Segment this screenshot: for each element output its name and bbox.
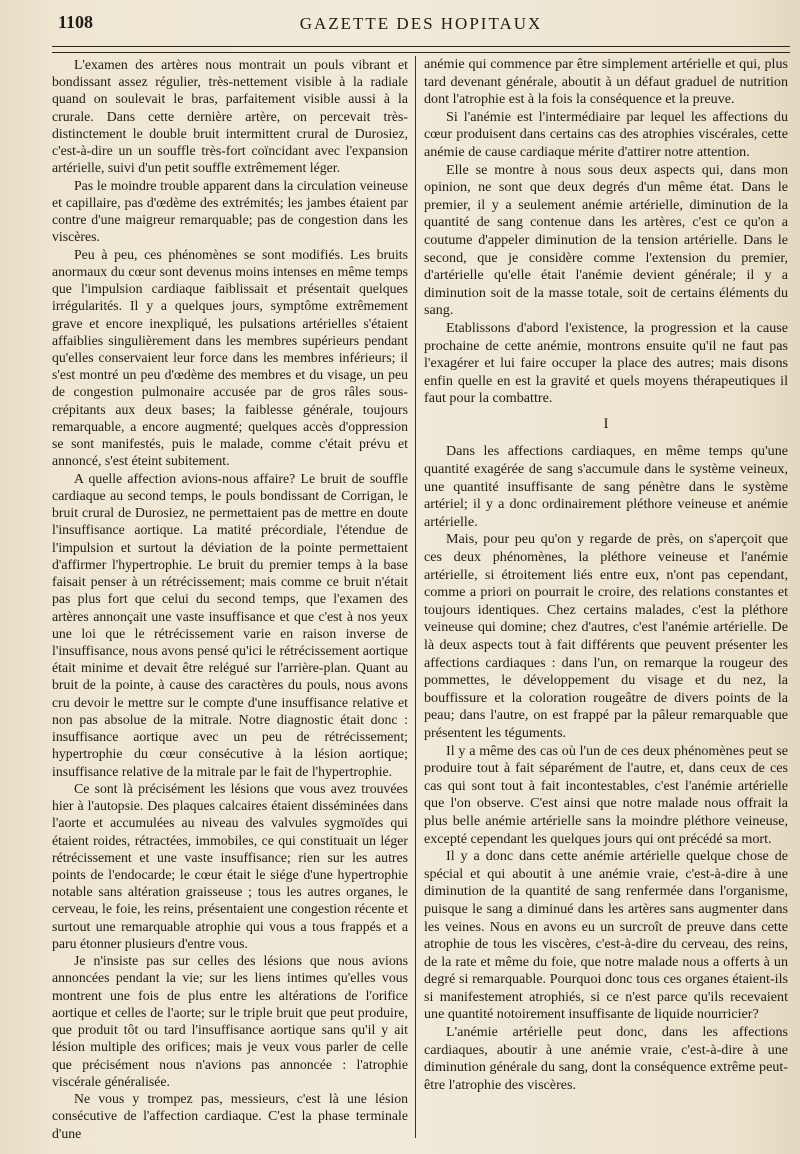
running-title: GAZETTE DES HOPITAUX [299,14,543,33]
paragraph: L'examen des artères nous montrait un pouls vibrant et bondissant assez régulier, très-nettement visible à la radiale quand on soulevait le bras, parfaitement visible aussi à la crurale. Dans cette dernière artère, on percevait très-distinctement le double bruit intermittent crural de Durosiez, c'est-à-dire un un souffle très-fort coïncidant avec l'expansion artérielle, suivi d'un petit souffle extrêmement léger. [52,57,408,176]
paragraph: Elle se montre à nous sous deux aspects qui, dans mon opinion, ne sont que deux degrés d'un même état. Dans le premier, il y a seulement anémie artérielle, diminution de la quantité de sang contenue dans les artères, c'est ce qu'on a coutume d'appeler diminution de la tension artérielle. Dans le second, que je considère comme l'extension du premier, d'artérielle qu'elle était l'anémie devient générale; il y a diminution soit de la masse totale, soit de certains éléments du sang. [424,161,788,319]
column-divider [415,56,416,1138]
paragraph: Pas le moindre trouble apparent dans la circulation veineuse et capillaire, pas d'œdème des extrémités; les jambes étaient par contre d'une maigreur remarquable; pas de congestion dans les viscères. [52,177,408,245]
paragraph: L'anémie artérielle peut donc, dans les affections cardiaques, aboutir à une anémie vraie, c'est-à-dire à une diminution générale du sang, dont la conséquence extrême peut-être l'atrophie des viscères. [424,1024,788,1093]
paragraph: Je n'insiste pas sur celles des lésions que nous avions annoncées pendant la vie; sur les liens intimes qu'elles vous montrent une fois de plus entre les altérations de l'orifice aortique et celles de l'aorte; sur le triple bruit que peut produire, que produit tôt ou tard l'insuffisance aortique sans qu'il y ait lésion multiple des orifices; mais je veux vous parler de celle que précisément nous n'avions pas annoncée : l'atrophie viscérale généralisée. [52,953,408,1089]
paragraph: Si l'anémie est l'intermédiaire par lequel les affections du cœur produisent dans certains cas des atrophies viscérales, cette anémie de cause cardiaque mérite d'attirer notre attention. [424,108,788,160]
header-rule-bottom [52,52,790,53]
paragraph: Il y a donc dans cette anémie artérielle quelque chose de spécial et qui aboutit à une anémie vraie, c'est-à-dire à une diminution de la quantité de sang renfermée dans l'organisme, puisque le sang a diminué dans les artères sans augmenter dans les veines. Nous en avons eu un surcroît de preuve dans cette atrophie de tous les viscères, c'est-à-dire du cerveau, des reins, de la rate et même du foie, que notre malade nous a offerts à un degré si remarquable. Pourquoi donc tous ces organes étaient-ils si manifestement atrophiés, si ce n'est parce qu'ils recevaient une quantité notoirement insuffisante de liquide nourricier? [424,848,788,1023]
header-rule-top [52,46,790,47]
paragraph: Il y a même des cas où l'un de ces deux phénomènes peut se produire tout à fait séparément de l'autre, et, dans ceux de ces cas qui sont tout à fait incontestables, c'est l'anémie artérielle que l'on observe. C'est ainsi que notre malade nous offrait la plus belle anémie artérielle sans la moindre pléthore veineuse, excepté cependant les quelques jours qui ont précédé sa mort. [424,742,788,847]
paragraph: Ne vous y trompez pas, messieurs, c'est là une lésion consécutive de l'affection cardiaque. C'est la phase terminale d'une [52,1091,408,1141]
page-number: 1108 [58,12,94,32]
section-number: I [603,415,609,432]
paragraph: Mais, pour peu qu'on y regarde de près, on s'aperçoit que ces deux phénomènes, la pléthore veineuse et l'anémie artérielle, si étroitement liés entre eux, n'ont pas cependant, comme a priori on pourrait le croire, des relations constantes et toujours identiques. Chez certains malades, c'est la pléthore veineuse qui domine; chez d'autres, c'est l'anémie artérielle. De là deux aspects tout à fait différents que peuvent présenter les affections cardiaques : dans l'un, on remarque la rougeur des pommettes, le développement du visage et du nez, la bouffissure et la coloration rougeâtre de divers points de la peau; dans l'autre, on est frappé par la pâleur remarquable que présentent les téguments. [424,531,788,741]
paragraph: Etablissons d'abord l'existence, la progression et la cause prochaine de cette anémie, montrons ensuite qu'il ne faut pas l'exagérer et lui faire occuper la place des autres; mais disons enfin quelle en est la gravité et quels moyens thérapeutiques il faut pour la combattre. [424,319,788,407]
paragraph: Peu à peu, ces phénomènes se sont modifiés. Les bruits anormaux du cœur sont devenus moins intenses en même temps que l'impulsion cardiaque faiblissait et présentait quelques irrégularités. Il y a quelques jours, symptôme extrêmement grave et encore inexpliqué, les pulsations artérielles s'étaient affaiblies singulièrement dans les membres supérieurs pendant qu'elles conservaient leur force dans les membres inférieurs; il s'est montré un peu d'œdème des membres et du visage, un peu de congestion pulmonaire accusée par de gros râles sous-crépitants aux deux bases; la faiblesse générale, toujours remarquable, a encore augmenté; quelques accès d'oppression se sont manifestés, puis le malade, comme c'était prévu et annoncé, s'est éteint subitement. [52,246,408,469]
paragraph: Dans les affections cardiaques, en même temps qu'une quantité exagérée de sang s'accumule dans le système veineux, une quantité insuffisante de sang pénètre dans le système artériel; il y a donc ordinairement pléthore veineuse et anémie artérielle. [424,443,788,530]
paragraph: anémie qui commence par être simplement artérielle et qui, plus tard devenant générale, aboutit à un défaut graduel de nutrition dont l'atrophie est à la fois la conséquence et la preuve. [424,56,788,108]
paragraph: A quelle affection avions-nous affaire? Le bruit de souffle cardiaque au second temps, le pouls bondissant de Corrigan, le bruit crural de Durosiez, ne permettaient pas de mettre en doute l'insuffisance aortique. La matité précordiale, l'étendue de l'impulsion et surtout la déviation de la pointe permettaient d'affirmer l'hypertrophie. Le bruit du premier temps à la base faisait penser à un rétrécissement; mais comme ce bruit n'était pas plus fort que celui du second temps, que l'examen des artères annonçait une vaste insuffisance et que c'est à nos yeux une loi que le rétrécissement varie en raison inverse de l'insuffisance, nous avons pensé qu'ici le rétrécissement aortique était minime et devait être relégué sur l'arrière-plan. Quant au bruit de la pointe, à cause des caractères du pouls, nous avons cru devoir le mettre sur le compte d'une insuffisance relative et non pas absolue de la mitrale. Notre diagnostic était donc : insuffisance aortique avec un peu de rétrécissement; hypertrophie du cœur consécutive à la lésion aortique; insuffisance relative de la mitrale par le fait de l'hypertrophie. [52,470,408,779]
page-header [52,12,790,42]
right-column [424,56,788,1094]
paragraph: Ce sont là précisément les lésions que vous avez trouvées hier à l'autopsie. Des plaques calcaires étaient disséminées dans l'aorte et accumulées au niveau des valvules sygmoïdes qui étaient roides, rétractées, immobiles, ce qui constituait un léger rétrécissement et une vaste insuffisance; rien sur les autres points de l'endocarde; le cœur était le siége d'une hypertrophie notable sans altération graisseuse ; tous les autres organes, le cerveau, le foie, les reins, présentaient une congestion récente et surtout une remarquable atrophie qui vous a tous frappés et a paru étonner plusieurs d'entre vous. [52,780,408,951]
left-column [52,56,408,1142]
